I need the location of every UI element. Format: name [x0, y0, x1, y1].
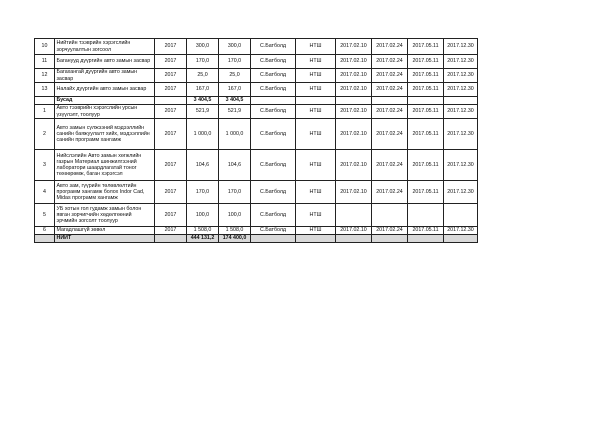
row-amount-planned: 3 404,5: [219, 97, 251, 105]
row-amount-planned: 170,0: [219, 181, 251, 204]
row-year: 2017: [155, 181, 187, 204]
table-row: [35, 69, 478, 83]
row-date-2: 2017.02.24: [372, 55, 408, 69]
row-date-4: 2017.12.30: [444, 227, 478, 235]
row-number: [35, 97, 55, 105]
row-amount-planned: 25,0: [219, 69, 251, 83]
row-number: 11: [35, 55, 55, 69]
row-organization: НТШ: [296, 150, 336, 181]
row-date-3: 2017.05.11: [408, 69, 444, 83]
row-responsible: С.Батболд: [251, 55, 296, 69]
row-description: Нийтийн тээврийн хэрэгслийн зорчуулалтын зогсоол: [55, 39, 155, 55]
row-number: 10: [35, 39, 55, 55]
row-year: 2017: [155, 55, 187, 69]
row-amount-total: 170,0: [187, 55, 219, 69]
row-organization: НТШ: [296, 227, 336, 235]
row-number: 1: [35, 105, 55, 119]
row-amount-total: 3 404,5: [187, 97, 219, 105]
row-date-3: 2017.05.11: [408, 83, 444, 97]
row-date-4: [444, 204, 478, 227]
table-row: [35, 150, 478, 181]
row-organization: НТШ: [296, 105, 336, 119]
table-row: [35, 83, 478, 97]
row-year: 2017: [155, 105, 187, 119]
row-date-2: [372, 97, 408, 105]
row-date-2: 2017.02.24: [372, 105, 408, 119]
row-organization: НТШ: [296, 55, 336, 69]
row-description: Налайх дүүргийн авто замын засвар: [55, 83, 155, 97]
row-date-2: 2017.02.24: [372, 119, 408, 150]
total-row: [35, 235, 478, 243]
row-date-3: 2017.05.11: [408, 105, 444, 119]
row-description: Магадлашгүй зөвөл: [55, 227, 155, 235]
row-date-1: 2017.02.10: [336, 150, 372, 181]
row-amount-total: 104,6: [187, 150, 219, 181]
row-amount-total: 167,0: [187, 83, 219, 97]
row-description: Бусад: [55, 97, 155, 105]
row-description: Нийслэлийн Авто замын хөгжлийн газрын Материал шинжилгээний лаборатори шаардлагатай тоног төхөөрөмж, баган хэрэгсэл: [55, 150, 155, 181]
row-organization: [296, 235, 336, 243]
row-date-2: 2017.02.24: [372, 83, 408, 97]
row-amount-total: 521,9: [187, 105, 219, 119]
row-organization: НТШ: [296, 83, 336, 97]
row-amount-planned: 104,6: [219, 150, 251, 181]
row-organization: НТШ: [296, 39, 336, 55]
row-date-3: 2017.05.11: [408, 55, 444, 69]
row-date-1: [336, 235, 372, 243]
row-responsible: С.Батболд: [251, 204, 296, 227]
row-date-4: 2017.12.30: [444, 39, 478, 55]
row-year: [155, 235, 187, 243]
table-row: [35, 227, 478, 235]
row-date-2: 2017.02.24: [372, 39, 408, 55]
row-number: 3: [35, 150, 55, 181]
row-date-2: [372, 204, 408, 227]
row-date-4: 2017.12.30: [444, 83, 478, 97]
row-organization: НТШ: [296, 204, 336, 227]
row-description: УБ хотын гол гудамж замын болон явган зорчигчийн хөдөлгөөний эрчмийн зогсолт тоолуур: [55, 204, 155, 227]
row-year: 2017: [155, 150, 187, 181]
row-date-3: 2017.05.11: [408, 227, 444, 235]
row-responsible: С.Батболд: [251, 69, 296, 83]
row-date-3: 2017.05.11: [408, 181, 444, 204]
row-number: 6: [35, 227, 55, 235]
row-date-1: 2017.02.10: [336, 105, 372, 119]
row-amount-planned: 521,9: [219, 105, 251, 119]
row-date-2: 2017.02.24: [372, 227, 408, 235]
row-amount-planned: 174 400,0: [219, 235, 251, 243]
row-amount-total: 100,0: [187, 204, 219, 227]
row-amount-planned: 1 000,0: [219, 119, 251, 150]
row-amount-total: 444 131,2: [187, 235, 219, 243]
row-amount-planned: 100,0: [219, 204, 251, 227]
row-number: 13: [35, 83, 55, 97]
row-date-4: 2017.12.30: [444, 150, 478, 181]
row-responsible: С.Батболд: [251, 39, 296, 55]
row-year: 2017: [155, 119, 187, 150]
row-date-2: 2017.02.24: [372, 181, 408, 204]
row-date-1: 2017.02.10: [336, 39, 372, 55]
table-row: [35, 119, 478, 150]
row-responsible: С.Батболд: [251, 181, 296, 204]
row-date-3: 2017.05.11: [408, 39, 444, 55]
row-date-3: [408, 97, 444, 105]
row-year: 2017: [155, 227, 187, 235]
row-amount-planned: 300,0: [219, 39, 251, 55]
row-date-1: 2017.02.10: [336, 55, 372, 69]
row-amount-total: 1 508,0: [187, 227, 219, 235]
row-date-4: 2017.12.30: [444, 181, 478, 204]
row-year: 2017: [155, 204, 187, 227]
table-row: [35, 105, 478, 119]
row-date-4: 2017.12.30: [444, 69, 478, 83]
row-amount-total: 170,0: [187, 181, 219, 204]
row-responsible: [251, 235, 296, 243]
row-responsible: С.Батболд: [251, 119, 296, 150]
row-number: 12: [35, 69, 55, 83]
row-amount-total: 1 000,0: [187, 119, 219, 150]
row-number: [35, 235, 55, 243]
row-amount-total: 300,0: [187, 39, 219, 55]
section-row: [35, 97, 478, 105]
row-date-2: 2017.02.24: [372, 69, 408, 83]
row-date-1: 2017.02.10: [336, 181, 372, 204]
row-date-3: [408, 235, 444, 243]
row-description: Авто зам, гүүрийн төлөвлөлтийн программ хангамж болох Indor Cad, Midas программ хангамж: [55, 181, 155, 204]
row-date-4: [444, 235, 478, 243]
row-description: Авто замын сүлжээний мэдээллийн санийн баяжуулалт хийх, мэдээллийн санийн программ хангамж: [55, 119, 155, 150]
row-amount-planned: 167,0: [219, 83, 251, 97]
row-date-3: 2017.05.11: [408, 150, 444, 181]
row-date-2: [372, 235, 408, 243]
row-responsible: С.Батболд: [251, 105, 296, 119]
row-year: [155, 97, 187, 105]
row-number: 2: [35, 119, 55, 150]
table-row: [35, 39, 478, 55]
row-amount-planned: 1 508,0: [219, 227, 251, 235]
row-amount-total: 25,0: [187, 69, 219, 83]
row-date-4: 2017.12.30: [444, 105, 478, 119]
row-responsible: С.Батболд: [251, 227, 296, 235]
row-number: 5: [35, 204, 55, 227]
table-row: [35, 204, 478, 227]
row-organization: НТШ: [296, 119, 336, 150]
row-date-4: [444, 97, 478, 105]
procurement-plan-table: [34, 38, 478, 243]
row-date-1: [336, 97, 372, 105]
row-responsible: С.Батболд: [251, 83, 296, 97]
row-year: 2017: [155, 83, 187, 97]
row-date-1: 2017.02.10: [336, 227, 372, 235]
row-year: 2017: [155, 39, 187, 55]
row-date-1: 2017.02.10: [336, 83, 372, 97]
row-number: 4: [35, 181, 55, 204]
row-date-2: 2017.02.24: [372, 150, 408, 181]
row-responsible: С.Батболд: [251, 150, 296, 181]
row-date-1: 2017.02.10: [336, 119, 372, 150]
row-organization: НТШ: [296, 181, 336, 204]
row-responsible: [251, 97, 296, 105]
row-description: Багахангай дүүргийн авто замын засвар: [55, 69, 155, 83]
row-organization: НТШ: [296, 69, 336, 83]
row-date-4: 2017.12.30: [444, 119, 478, 150]
row-description: Авто тээврийн хэрэгслийн урсын үзүүлэлт, тоолуур: [55, 105, 155, 119]
row-date-3: [408, 204, 444, 227]
row-date-3: 2017.05.11: [408, 119, 444, 150]
table-row: [35, 181, 478, 204]
row-amount-planned: 170,0: [219, 55, 251, 69]
table-row: [35, 55, 478, 69]
row-date-4: 2017.12.30: [444, 55, 478, 69]
row-organization: [296, 97, 336, 105]
row-description: НИЙТ: [55, 235, 155, 243]
row-description: Баганууд дүүргийн авто замын засвар: [55, 55, 155, 69]
row-date-1: 2017.02.10: [336, 69, 372, 83]
row-year: 2017: [155, 69, 187, 83]
row-date-1: [336, 204, 372, 227]
